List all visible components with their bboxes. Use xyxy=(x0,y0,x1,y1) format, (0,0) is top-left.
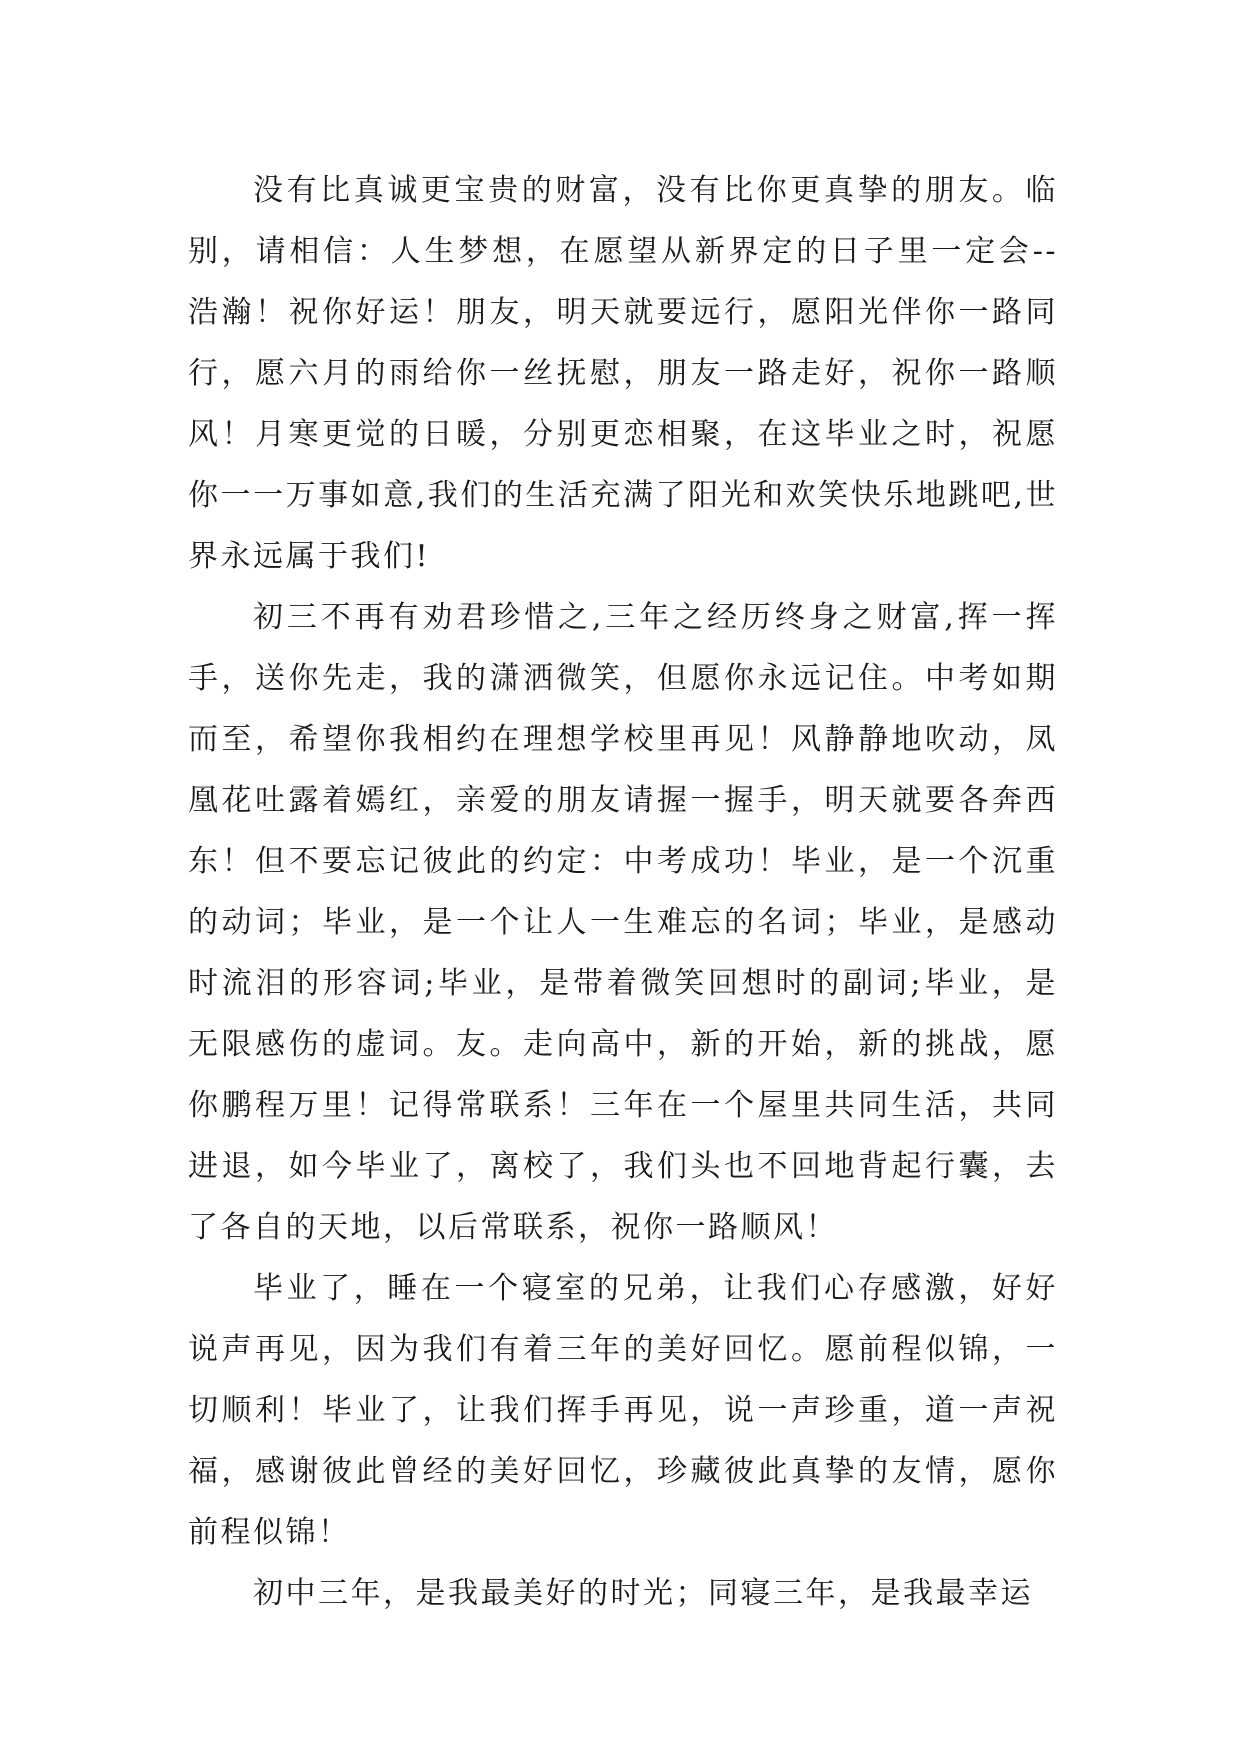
paragraph-3: 毕业了，睡在一个寝室的兄弟，让我们心存感激，好好说声再见，因为我们有着三年的美好回忆。愿前程似锦，一切顺利！毕业了，让我们挥手再见，说一声珍重，道一声祝福，感谢彼此曾经的美好回忆，珍藏彼此真挚的友情，愿你前程似锦！ xyxy=(188,1271,1058,1550)
paragraph-4: 初中三年，是我最美好的时光；同寝三年，是我最幸运 xyxy=(253,1576,1033,1611)
paragraph-1: 没有比真诚更宝贵的财富，没有比你更真挚的朋友。临别，请相信：人生梦想，在愿望从新界定的日子里一定会--浩瀚！祝你好运！朋友，明天就要远行，愿阳光伴你一路同行，愿六月的雨给你一丝抚慰，朋友一路走好，祝你一路顺风！月寒更觉的日暖，分别更恋相聚，在这毕业之时，祝愿你一一万事如意,我们的生活充满了阳光和欢笑快乐地跳吧,世界永远属于我们! xyxy=(188,173,1058,574)
paragraph-2: 初三不再有劝君珍惜之,三年之经历终身之财富,挥一挥手，送你先走，我的潇洒微笑，但愿你永远记住。中考如期而至，希望你我相约在理想学校里再见！风静静地吹动，凤凰花吐露着嫣红，亲爱的朋友请握一握手，明天就要各奔西东！但不要忘记彼此的约定：中考成功！毕业，是一个沉重的动词；毕业，是一个让人一生难忘的名词；毕业，是感动时流泪的形容词;毕业，是带着微笑回想时的副词;毕业，是无限感伤的虚词。友。走向高中，新的开始，新的挑战，愿你鹏程万里！记得常联系！三年在一个屋里共同生活，共同进退，如今毕业了，离校了，我们头也不回地背起行囊，去了各自的天地，以后常联系，祝你一路顺风！ xyxy=(188,600,1058,1245)
document-body xyxy=(188,160,1058,1624)
